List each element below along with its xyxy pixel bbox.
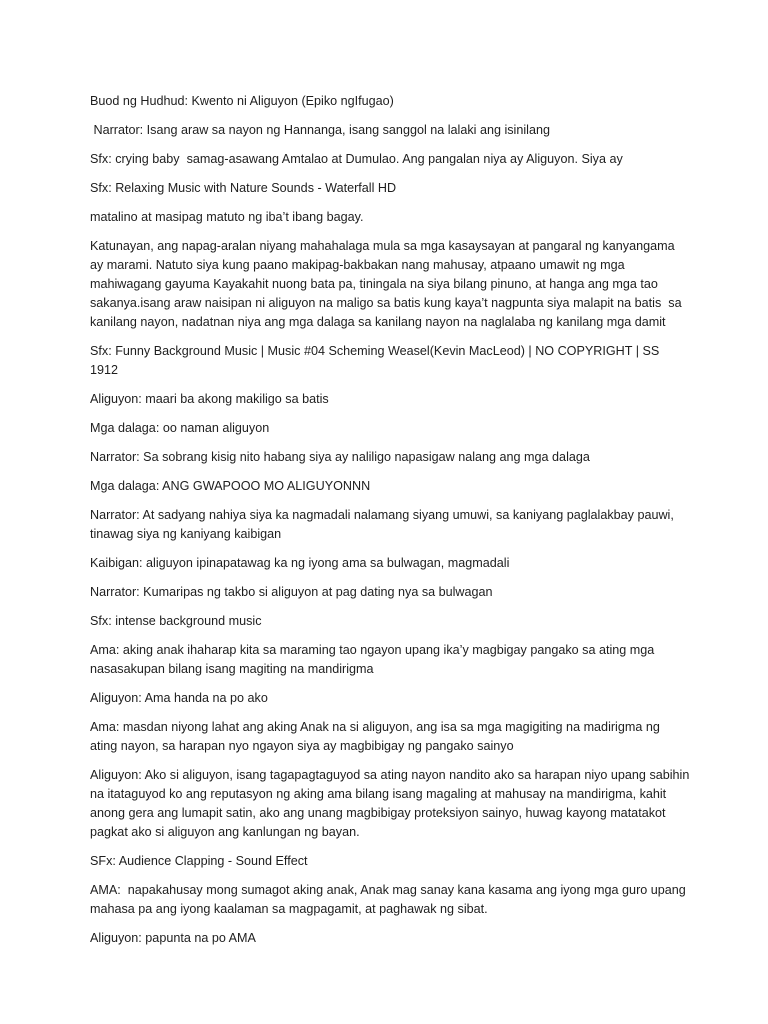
script-line: Sfx: crying baby samag-asawang Amtalao at Dumulao. Ang pangalan niya ay Aliguyon. Siya ay — [90, 152, 623, 166]
script-line: Narrator: Sa sobrang kisig nito habang siya ay naliligo napasigaw nalang ang mga dalaga — [90, 450, 590, 464]
script-line: AMA: napakahusay mong sumagot aking anak, Anak mag sanay kana kasama ang iyong mga guro upang mahasa pa ang iyong kaalaman sa magpagamit, at paghawak ng sibat. — [90, 883, 690, 916]
script-line: Ama: aking anak ihaharap kita sa maraming tao ngayon upang ika’y magbigay pangako sa ating mga nasasakupan bilang isang magiting na mandirigma — [90, 643, 658, 676]
script-line: SFx: Audience Clapping - Sound Effect — [90, 854, 308, 868]
script-line: Sfx: intense background music — [90, 614, 262, 628]
script-line: Narrator: Isang araw sa nayon ng Hannanga, isang sanggol na lalaki ang isinilang — [90, 123, 550, 137]
script-line: Ama: masdan niyong lahat ang aking Anak na si aliguyon, ang isa sa mga magigiting na madirigma ng ating nayon, sa harapan nyo ngayon siya ay magbibigay ng pangako sainyo — [90, 720, 664, 753]
script-line: Narrator: Kumaripas ng takbo si aliguyon at pag dating nya sa bulwagan — [90, 585, 493, 599]
script-line: Aliguyon: papunta na po AMA — [90, 931, 256, 945]
script-line: matalino at masipag matuto ng iba’t ibang bagay. — [90, 210, 364, 224]
script-line: Narrator: At sadyang nahiya siya ka nagmadali nalamang siyang umuwi, sa kaniyang paglalakbay pauwi, tinawag siya ng kaniyang kaibigan — [90, 508, 678, 541]
script-line: Aliguyon: Ama handa na po ako — [90, 691, 268, 705]
script-line: Mga dalaga: oo naman aliguyon — [90, 421, 270, 435]
script-line: Aliguyon: maari ba akong makiligo sa batis — [90, 392, 329, 406]
script-line: Aliguyon: Ako si aliguyon, isang tagapagtaguyod sa ating nayon nandito ako sa harapan niyo upang sabihin na itataguyod ko ang reputasyon ng aking ama bilang isang magaling at mahusay na mandirigma, kahit anong gera ang lumapit satin, ako ang unang magbibigay proteksiyon sainyo, huwag kayong matatakot pagkat ako si aliguyon ang kanlungan ng bayan. — [90, 768, 693, 839]
document-page — [90, 92, 693, 958]
document-title: Buod ng Hudhud: Kwento ni Aliguyon (Epiko ngIfugao) — [90, 94, 394, 108]
story-paragraph: Katunayan, ang napag-aralan niyang mahahalaga mula sa mga kasaysayan at pangaral ng kanyangama ay marami. Natuto siya kung paano makipag-bakbakan nang mahusay, atpaano umawit ng mga mahiwagang gayuma Kayakahit nuong bata pa, tiningala na siya bilang pinuno, at hanga ang mga tao sakanya.isang araw naisipan ni aliguyon na maligo sa batis kung kaya’t nagpunta siya malapit na batis sa kanilang nayon, nadatnan niya ang mga dalaga sa kanilang nayon na naglalaba ng kanilang mga damit — [90, 239, 686, 329]
script-line: Sfx: Relaxing Music with Nature Sounds - Waterfall HD — [90, 181, 397, 195]
script-line: Mga dalaga: ANG GWAPOOO MO ALIGUYONNN — [90, 479, 371, 493]
script-line: Sfx: Funny Background Music | Music #04 Scheming Weasel(Kevin MacLeod) | NO COPYRIGHT | SS 1912 — [90, 344, 663, 377]
script-line: Kaibigan: aliguyon ipinapatawag ka ng iyong ama sa bulwagan, magmadali — [90, 556, 510, 570]
